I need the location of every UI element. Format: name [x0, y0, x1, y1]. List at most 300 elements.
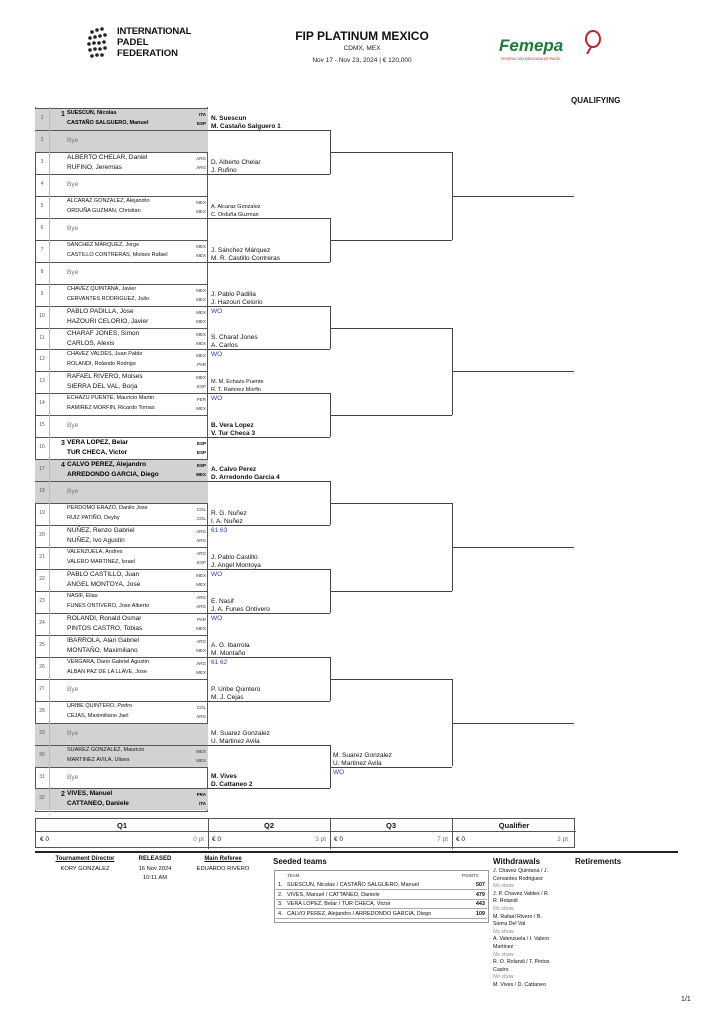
withdrawal-reason: No show [493, 906, 514, 912]
player-2-name: ARREDONDO GARCIA, Diego [67, 471, 159, 479]
slot-number: 32 [39, 795, 45, 802]
draw-slot [35, 415, 208, 437]
withdrawal-team: J. Chavez Quintana / J. [493, 868, 549, 874]
slot-number: 8 [40, 268, 44, 275]
seed-team: SUESCUN, Nicolas / CASTAÑO SALGUERO, Manuel [287, 882, 419, 888]
r3-line [330, 415, 452, 416]
r3-score: WO [333, 768, 345, 776]
draw-slot [35, 613, 208, 635]
q3-line [452, 547, 574, 548]
player-1-country: MEX [196, 243, 206, 249]
player-2-name: VALERO MARTINEZ, Israel [67, 559, 135, 565]
draw-slot [35, 547, 208, 569]
r2-player-2: D. Arredondo Garcia 4 [211, 474, 280, 482]
r2-player-2: A. Carlos [211, 342, 238, 350]
q3-line [452, 196, 574, 197]
draw-slot [35, 591, 208, 613]
player-1-name: PABLO CASTILLO, Juan [67, 570, 140, 578]
player-2-country: PAR [197, 362, 206, 368]
slot-number: 25 [39, 641, 45, 648]
draw-slot [35, 174, 208, 196]
r2-line [208, 218, 330, 219]
page-number: 1/1 [681, 996, 691, 1003]
r2-player-1: N. Suescun [211, 114, 247, 122]
tournament-dates: Nov 17 - Nov 23, 2024 | € 120,000 [312, 57, 412, 64]
r2-player-1: E. Nasif [211, 597, 234, 605]
r2-player-1: R. G. Nuñez [211, 510, 247, 518]
slot-number: 24 [39, 619, 45, 626]
withdrawal-reason: No show [493, 928, 514, 935]
player-2-name: ORDUÑA GUZMAN, Christian [67, 207, 141, 214]
r2-line [208, 437, 330, 438]
r2-player-1: B. Vera Lopez [211, 422, 254, 430]
org-line-2: PADEL [117, 37, 149, 48]
bye-label: Bye [67, 488, 79, 496]
withdrawal-team: M. Rafael Rivero / B. [493, 913, 542, 920]
seeded-team-header: TEAM [287, 873, 300, 878]
player-1-country: PER [196, 397, 206, 403]
withdrawal-reason: No show [493, 974, 514, 981]
player-2-country: ARG [196, 164, 206, 170]
summary-qualifier-label: Qualifier [498, 821, 530, 830]
player-1-name: SUAREZ GONZALEZ, Mauricio [67, 746, 145, 753]
player-2-country: ARG [196, 713, 206, 719]
player-1-name: VERA LOPEZ, Belar [67, 439, 129, 447]
draw-slot [35, 152, 208, 174]
slot-number: 29 [39, 729, 45, 736]
draw-slot [35, 525, 208, 547]
retirements-title: Retirements [575, 857, 622, 866]
r2-player-2: J. A. Funes Ontivero [211, 605, 270, 613]
r2-player-1: S. Charaf Jones [211, 334, 258, 342]
r2-player-1: M. Suarez Gonzalez [211, 729, 270, 737]
player-2-name: PINTOS CASTRO, Tobias [67, 624, 143, 632]
r2-line [208, 130, 330, 131]
slot-number: 28 [39, 707, 45, 714]
r2-line [208, 569, 330, 570]
r2-player-1: M. M. Echazu Puente [211, 379, 264, 386]
summary-q1-points: 0 pt [193, 836, 204, 843]
femepa-subtitle: FEDERACIÓN MEXICANA DE PADEL [501, 57, 562, 61]
summary-qualifier-prize: € 0 [456, 836, 466, 843]
draw-slot [35, 503, 208, 525]
slot-number: 3 [40, 158, 44, 165]
draw-slot [35, 108, 208, 130]
withdrawal-team: A. Valenzuela / I. Valero [493, 936, 550, 943]
slot-number: 13 [39, 378, 45, 385]
director-name: KORY GONZALEZ [60, 866, 110, 872]
director-label: Tournament Director [55, 856, 115, 862]
player-1-name: VERGARA, Dario Gabriel Agustin [67, 658, 149, 665]
withdrawal-reason: No show [493, 883, 514, 890]
player-2-country: ITA [199, 801, 206, 807]
withdrawal-team: Martinez [493, 944, 514, 950]
seed-number: 3 [61, 440, 65, 448]
player-2-country: ARG [196, 538, 206, 544]
r2-player-1: J. Sánchez Márquez [211, 246, 271, 254]
slot-number: 9 [40, 290, 44, 297]
summary-q2-label: Q2 [263, 821, 274, 830]
player-1-country: ARG [196, 638, 206, 644]
r2-player-2: J. Rufino [211, 166, 237, 174]
r3-line [330, 240, 452, 241]
seed-points: 479 [475, 891, 485, 898]
player-2-name: ANGEL MONTOYA, Jose [67, 580, 141, 588]
r2-player-2: C. Orduña Guzman [211, 211, 259, 218]
r2-score: WO [211, 351, 223, 359]
player-2-country: MEX [196, 625, 206, 631]
r2-player-1: P. Uribe Quintero [211, 685, 261, 693]
player-1-country: MEX [196, 287, 206, 293]
seed-team: VIVES, Manuel / CATTANEO, Daniele [287, 891, 380, 898]
r2-line [208, 393, 330, 394]
seed-rank: 3. [278, 901, 283, 907]
r3-line [330, 503, 452, 504]
player-2-name: MONTAÑO, Maximiliano [67, 646, 138, 654]
r2-score: WO [211, 395, 223, 403]
slot-number: 6 [40, 224, 44, 231]
seeded-row [276, 891, 487, 900]
player-2-country: MEX [196, 208, 206, 214]
player-2-country: ESP [196, 450, 206, 456]
r2-line [208, 745, 330, 746]
section-label: QUALIFYING [571, 96, 621, 105]
player-1-country: COL [196, 704, 206, 710]
slot-number: 7 [40, 246, 44, 253]
withdrawal-team: R. Rolandi [493, 898, 518, 905]
draw-slot [35, 767, 208, 789]
withdrawal-team: Castro [493, 966, 509, 973]
player-1-name: SUESCUN, Nicolas [67, 110, 117, 116]
player-1-name: ECHAZU PUENTE, Mauricio Martin [67, 395, 155, 402]
withdrawal-reason: No show [493, 951, 514, 958]
referee-name: EDUARDO RIVERO [196, 866, 250, 872]
player-2-name: MARTINEZ AVILA, Ulises [67, 756, 130, 763]
draw-slot [35, 657, 208, 679]
player-1-country: MEX [196, 572, 206, 578]
bye-label: Bye [67, 224, 79, 232]
player-1-country: ITA [199, 112, 206, 117]
player-1-country: MEX [196, 309, 206, 315]
player-2-country: ESP [196, 121, 206, 126]
r2-player-2: D. Cattaneo 2 [211, 781, 253, 789]
r2-line [208, 481, 330, 482]
slot-number: 11 [39, 334, 45, 341]
seeded-row [276, 910, 487, 919]
org-line-1: INTERNATIONAL [117, 26, 192, 37]
racket-icon [583, 30, 603, 54]
draw-slot [35, 459, 208, 481]
slot-number: 12 [39, 356, 45, 363]
player-2-name: RUFINO, Jeremias [67, 163, 122, 171]
org-line-3: FEDERATION [117, 48, 179, 59]
r2-score: WO [211, 614, 223, 622]
r2-line [208, 613, 330, 614]
slot-number: 30 [39, 751, 45, 758]
withdrawal-team: Sierra Del Val [493, 921, 526, 928]
seeded-row [276, 881, 487, 890]
player-1-country: ARG [196, 155, 206, 161]
player-2-name: ROLANDI, Rolando Rodrigo [67, 361, 136, 368]
player-2-country: MEX [196, 647, 206, 653]
summary-q3-label: Q3 [385, 821, 396, 830]
seed-number: 4 [61, 462, 65, 470]
slot-number: 2 [40, 136, 44, 143]
bye-label: Bye [67, 136, 79, 144]
player-2-name: CASTILLO CONTRERAS, Moises Rafael [67, 251, 168, 258]
r2-line [208, 525, 330, 526]
bye-label: Bye [67, 729, 79, 737]
player-1-country: MEX [196, 331, 206, 337]
seed-number: 1 [61, 111, 65, 118]
r2-player-2: M. Castaño Salguero 1 [211, 122, 281, 130]
player-2-country: ARG [196, 603, 206, 609]
r2-line [208, 262, 330, 263]
withdrawal-team: R. O. Rolandi / T. Pintos [493, 959, 550, 966]
r2-player-2: J. Hazouri Celorio [211, 298, 263, 306]
draw-slot [35, 788, 208, 810]
slot-number: 1 [40, 115, 44, 121]
q3-line [452, 371, 574, 372]
player-1-country: PAR [197, 616, 206, 622]
player-1-name: RAFAEL RIVERO, Moises [67, 373, 143, 381]
player-2-name: CEJAS, Maximiliano Jael [67, 712, 129, 719]
r2-player-2: R. T. Ramirez Morfin [211, 387, 262, 394]
bye-label: Bye [67, 685, 79, 693]
player-1-country: ESP [196, 441, 206, 447]
player-2-country: MEX [196, 340, 206, 346]
seed-team: CALVO PEREZ, Alejandro / ARREDONDO GARCIA, Diego [287, 910, 432, 917]
r2-line [208, 701, 330, 702]
player-1-name: CHAVEZ QUINTANA, Javier [67, 285, 137, 292]
player-2-name: CASTAÑO SALGUERO, Manuel [67, 120, 149, 126]
seed-points: 109 [475, 910, 485, 917]
r3-line [330, 767, 452, 768]
r2-player-1: A. G. Ibarrola [211, 641, 250, 649]
bye-label: Bye [67, 180, 79, 188]
player-2-name: RUIZ PATIÑO, Deyby [67, 515, 120, 522]
seed-points: 507 [475, 882, 485, 888]
seeded-points-header: POINTS [462, 873, 479, 878]
player-1-country: ARG [196, 594, 206, 600]
summary-q2-prize: € 0 [212, 836, 222, 843]
player-2-name: RAMIREZ MORFIN, Ricardo Tomas [67, 405, 155, 412]
slot-number: 17 [39, 466, 45, 473]
player-2-name: FUNES ONTIVERO, Jose Alberto [67, 602, 150, 609]
player-2-name: CATTANEO, Daniele [67, 800, 129, 808]
slot-number: 22 [39, 575, 45, 582]
player-2-country: MEX [196, 406, 206, 412]
r2-line [208, 657, 330, 658]
player-1-country: MEX [196, 375, 206, 381]
r2-player-1: D. Alberto Chelar [211, 158, 261, 166]
r2-score: 61 62 [211, 658, 228, 666]
tournament-title: FIP PLATINUM MEXICO [295, 29, 429, 43]
draw-slot [35, 745, 208, 767]
seed-number: 2 [61, 791, 65, 799]
draw-slot [35, 262, 208, 284]
player-1-name: PABLO PADILLA, Jose [67, 307, 134, 315]
r3-line [330, 152, 452, 153]
player-2-name: ALBAN PAZ DE LA LLAVE, Jose [67, 668, 147, 675]
r2-line [208, 174, 330, 175]
player-1-name: VALENZUELA, Andres [67, 549, 123, 555]
player-1-country: COL [196, 507, 206, 513]
tournament-location: CDMX, MEX [343, 45, 381, 52]
seed-team: VERA LOPEZ, Belar / TUR CHECA, Victor [287, 901, 391, 907]
player-1-name: CHAVEZ VALDES, Juan Pablo [67, 351, 143, 358]
player-2-name: CERVANTES RODRIGUEZ, Julio [67, 295, 150, 302]
withdrawal-team: M. Vives / D. Cattaneo [493, 982, 546, 988]
withdrawal-team: J. P. Chavez Valdes / R. [493, 890, 550, 897]
slot-number: 15 [39, 422, 45, 429]
draw-slot [35, 371, 208, 393]
femepa-wordmark: Femepa [499, 36, 564, 55]
slot-number: 4 [40, 180, 44, 187]
r2-line [208, 788, 330, 789]
r2-player-2: U. Martinez Avila [211, 737, 260, 745]
r2-player-1: J. Pablo Castillo [211, 553, 258, 561]
player-1-name: ROLANDI, Ronald Osmar [67, 614, 142, 622]
seeded-row [276, 900, 487, 909]
bye-label: Bye [67, 422, 79, 430]
r3-player-2: U. Martinez Avila [333, 759, 382, 767]
r2-score: 61 63 [211, 527, 228, 535]
player-1-name: CHARAF JONES, Simon [67, 329, 140, 337]
slot-number: 18 [39, 488, 45, 495]
r3-line [330, 328, 452, 329]
r2-player-2: M. R. Castillo Contreras [211, 254, 280, 262]
player-2-country: MEX [196, 669, 206, 675]
r3-line [330, 679, 452, 680]
player-1-name: VIVES, Manuel [67, 790, 113, 798]
player-2-name: CARLOS, Alexis [67, 339, 115, 347]
player-1-country: FRA [196, 792, 206, 798]
draw-slot [35, 393, 208, 415]
player-1-name: IBARROLA, Alan Gabriel [67, 636, 139, 644]
player-2-country: MEX [196, 472, 206, 478]
seed-rank: 4. [278, 910, 283, 917]
r2-line [208, 349, 330, 350]
draw-slot [35, 723, 208, 745]
footer-divider [35, 851, 678, 853]
released-time: 10:11 AM [142, 875, 168, 881]
slot-number: 10 [39, 312, 45, 319]
player-1-country: ESP [196, 463, 206, 469]
draw-slot [35, 284, 208, 306]
draw-slot [35, 218, 208, 240]
player-1-country: MEX [196, 199, 206, 205]
summary-q2-points: 3 pt [315, 836, 326, 843]
r2-player-1: A. Alcaraz Gonzalez [211, 203, 261, 210]
released-label: RELEASED [138, 856, 172, 862]
draw-slot [35, 679, 208, 701]
r3-player-1: M. Suarez Gonzalez [333, 751, 392, 759]
player-1-name: CALVO PEREZ, Alejandro [67, 461, 147, 469]
r2-player-2: V. Tur Checa 3 [211, 430, 256, 438]
player-2-country: COL [196, 516, 206, 522]
player-1-country: ARG [196, 529, 206, 535]
bye-label: Bye [67, 773, 79, 781]
summary-q1-prize: € 0 [40, 836, 50, 843]
slot-number: 16 [39, 444, 45, 451]
r2-player-1: M. Vives [211, 773, 237, 781]
referee-label: Main Referee [204, 856, 242, 862]
draw-slot [35, 306, 208, 328]
slot-number: 14 [39, 400, 45, 407]
slot-number: 20 [39, 532, 45, 539]
player-1-name: URIBE QUINTERO, Pedro [67, 702, 133, 709]
player-2-name: NUÑEZ, Ivo Agustin [67, 537, 125, 545]
player-2-country: MEX [196, 296, 206, 302]
draw-slot [35, 635, 208, 657]
r2-player-1: A. Calvo Perez [211, 466, 257, 474]
withdrawal-team: Cervantes Rodriguez [493, 875, 543, 882]
player-2-country: MEX [196, 318, 206, 324]
q3-line [452, 723, 574, 724]
released-date: 16 Nov 2024 [138, 866, 172, 872]
draw-slot [35, 437, 208, 459]
withdrawals-title: Withdrawals [493, 857, 541, 866]
seed-rank: 1. [278, 882, 283, 888]
draw-slot [35, 569, 208, 591]
player-1-country: ARG [196, 660, 206, 666]
r2-player-2: M. J. Cejas [211, 693, 244, 701]
r2-player-2: M. Montaño [211, 649, 246, 657]
summary-q3-points: 7 pt [437, 836, 448, 843]
summary-q3-prize: € 0 [334, 836, 344, 843]
draw-slot [35, 481, 208, 503]
summary-qualifier-points: 3 pt [557, 836, 568, 843]
player-1-name: ALCARAZ GONZALEZ, Alejandro [67, 197, 150, 204]
r2-player-2: J. Angel Montoya [211, 561, 261, 569]
r2-player-1: J. Pablo Padilla [211, 290, 256, 298]
r3-line [330, 591, 452, 592]
summary-table [35, 818, 575, 848]
femepa-logo [495, 30, 607, 68]
slot-number: 21 [39, 554, 45, 560]
player-2-name: SIERRA DEL VAL, Borja [67, 383, 138, 391]
seed-points: 443 [475, 901, 485, 907]
player-2-country: ESP [196, 384, 206, 390]
player-1-country: MEX [196, 748, 206, 754]
player-1-name: NASIF, Elias [67, 592, 98, 599]
slot-number-divider [49, 107, 50, 812]
player-1-country: MEX [196, 353, 206, 359]
bye-label: Bye [67, 268, 79, 276]
player-1-name: PERDOMO ERAZO, Danilo Jose [67, 505, 148, 512]
draw-slot [35, 701, 208, 723]
slot-number: 27 [39, 685, 45, 692]
draw-slot [35, 349, 208, 371]
player-1-name: SÁNCHEZ MÁRQUEZ, Jorge [67, 241, 140, 248]
draw-slot [35, 240, 208, 262]
player-1-name: ALBERTO CHELAR, Daniel [67, 153, 148, 161]
player-1-name: NUÑEZ, Renzo Gabriel [67, 527, 135, 535]
summary-q1-label: Q1 [116, 821, 127, 830]
player-2-country: MEX [196, 252, 206, 258]
slot-number: 23 [39, 597, 45, 604]
slot-number: 5 [40, 202, 44, 209]
player-1-country: ARG [196, 551, 206, 556]
r2-score: WO [211, 570, 223, 578]
r2-score: WO [211, 307, 223, 315]
draw-slot [35, 196, 208, 218]
player-2-country: ESP [196, 560, 206, 565]
player-2-name: TUR CHECA, Victor [67, 449, 128, 457]
slot-number: 19 [39, 510, 45, 517]
seeded-title: Seeded teams [273, 857, 327, 866]
